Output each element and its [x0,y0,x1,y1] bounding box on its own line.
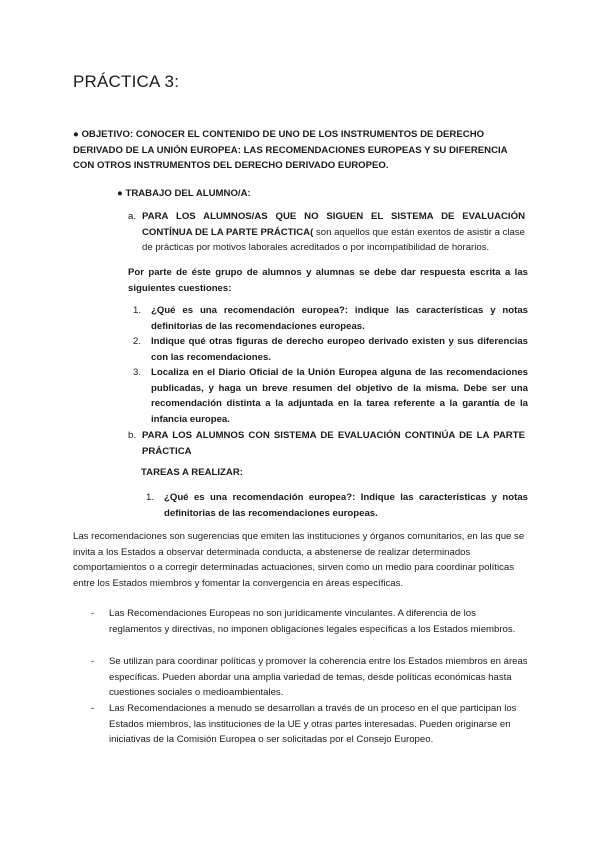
question-item [133,365,528,427]
bullet-text: Las Recomendaciones a menudo se desarrollan a través de un proceso en el que participan los Estados miembros, las instituciones de la UE y otras partes interesadas. Pueden originarse en iniciativas de la Comisión Europea o ser solicitadas por el Consejo Europeo. [109,703,517,745]
section-b [128,428,528,459]
question-number: 3. [133,367,142,378]
bullet-dash: - [91,656,95,667]
section-a-text [142,209,525,256]
bullet-text: Las Recomendaciones Europeas no son jurídicamente vinculantes. A diferencia de los reglamentos y directivas, no imponen obligaciones legales específicas a los Estados miembros. [109,608,516,635]
bullet-text: Se utilizan para coordinar políticas y promover la coherencia entre los Estados miembros en áreas específicas. Pueden abordar una amplia variedad de temas, desde políticas económicas hasta cuestiones sociales o medioambientales. [109,656,528,698]
bullet-item [91,654,528,701]
question-text: Localiza en el Diario Oficial de la Unión Europea alguna de las recomendaciones publicadas, y haga un breve resumen del objetivo de la misma. Debe ser una recomendación distinta a la adjuntada en la tarea referente a la garantía de la infancia europea. [151,367,528,425]
student-work-heading: ● TRABAJO DEL ALUMNO/A: [117,188,251,199]
page-title: PRÁCTICA 3: [73,72,180,91]
question-number: 1. [146,492,155,503]
bullet-dash: - [91,703,95,714]
question-item [133,303,528,334]
tasks-heading: TAREAS A REALIZAR: [141,467,243,478]
question-number: 2. [133,336,142,347]
question-text: ¿Qué es una recomendación europea?: indique las características y notas definitorias de las recomendaciones europeas. [151,305,528,332]
section-a-intro: Por parte de éste grupo de alumnos y alumnas se debe dar respuesta escrita a las siguientes cuestiones: [128,267,528,294]
question-text: Indique qué otras figuras de derecho europeo derivado existen y sus diferencias con las recomendaciones. [151,336,528,363]
objective-heading: ● OBJETIVO: CONOCER EL CONTENIDO DE UNO DE LOS INSTRUMENTOS DE DERECHO DERIVADO DE LA UNIÓN EUROPEA: LAS RECOMENDACIONES EUROPEAS Y SU DIFERENCIA CON OTROS INSTRUMENTOS DEL DERECHO DERIVADO EUROPEO. [73,129,508,171]
bullet-dash: - [91,608,95,619]
bullet-item [91,606,528,637]
section-b-heading: PARA LOS ALUMNOS CON SISTEMA DE EVALUACIÓN CONTINÚA DE LA PARTE PRÁCTICA [142,430,525,457]
section-b-marker: b. [128,430,137,441]
question-number: 1. [133,305,142,316]
section-a [128,209,528,256]
section-a-heading: PARA LOS ALUMNOS/AS QUE NO SIGUEN EL SISTEMA DE EVALUACIÓN CONTÍNUA DE LA PARTE PRÁCTICA( [142,211,525,238]
question-item [133,334,528,365]
section-a-marker: a. [128,211,137,222]
section-a-note: son aquellos que están exentos de asistir a clase de prácticas por motivos laborales acreditados o por incompatibilidad de horarios. [142,226,525,253]
bullet-item [91,701,528,748]
question-text: ¿Qué es una recomendación europea?: Indique las características y notas definitorias de las recomendaciones europeas. [164,492,528,519]
body-paragraph: Las recomendaciones son sugerencias que emiten las instituciones y órganos comunitarios, en las que se invita a los Estados a observar determinada conducta, a abstenerse de realizar determinados comportamientos o a corregir determinadas actuaciones, sirven como un medio para coordinar políticas entre los Estados miembros y fomentar la convergencia en áreas específicas. [73,531,525,589]
question-item [146,490,528,521]
